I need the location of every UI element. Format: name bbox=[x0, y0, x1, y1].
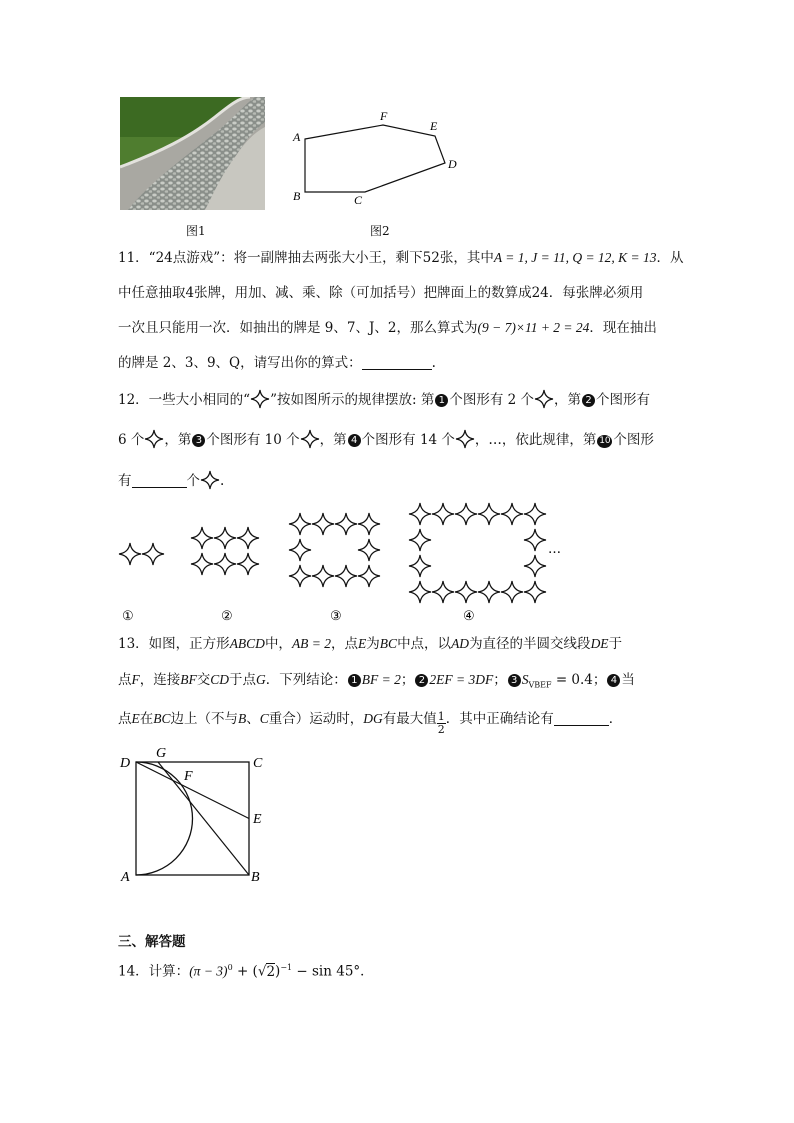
pattern-star bbox=[335, 565, 357, 587]
geo-label-G: G bbox=[156, 746, 167, 761]
star-shape-icon bbox=[300, 429, 320, 449]
pattern-star bbox=[409, 581, 431, 603]
figure-2-polygon bbox=[288, 108, 468, 208]
pattern-label-3: ③ bbox=[330, 609, 342, 624]
answer-blank-11[interactable] bbox=[362, 355, 432, 370]
figure-1-photo bbox=[120, 97, 265, 210]
pattern-star bbox=[237, 553, 259, 575]
q12-line-3: 有 个 . bbox=[118, 470, 224, 491]
geo-label-F: F bbox=[184, 769, 193, 784]
pattern-ellipsis: … bbox=[548, 542, 561, 557]
pattern-star bbox=[409, 529, 431, 551]
section-heading: 三、解答题 bbox=[118, 934, 186, 950]
pattern-star bbox=[289, 513, 311, 535]
pattern-star bbox=[237, 527, 259, 549]
label-A: A bbox=[293, 130, 301, 144]
pattern-star bbox=[335, 513, 357, 535]
star-shape-icon bbox=[250, 389, 270, 409]
geo-label-B: B bbox=[251, 870, 260, 885]
star-shape-icon bbox=[455, 429, 475, 449]
pattern-star bbox=[478, 581, 500, 603]
pattern-star bbox=[501, 581, 523, 603]
pattern-label-1: ① bbox=[122, 609, 134, 624]
pattern-star bbox=[119, 543, 141, 565]
pattern-star bbox=[432, 581, 454, 603]
pattern-star bbox=[312, 513, 334, 535]
pattern-star bbox=[214, 527, 236, 549]
pattern-star bbox=[312, 565, 334, 587]
star-shape-icon bbox=[200, 470, 220, 490]
figure-1-caption: 图1 bbox=[186, 224, 206, 238]
pattern-star bbox=[409, 503, 431, 525]
label-E: E bbox=[430, 119, 438, 133]
geo-label-C: C bbox=[253, 756, 263, 771]
pattern-label-4: ④ bbox=[463, 609, 475, 624]
label-F: F bbox=[380, 109, 388, 123]
q11-line-3: 一次且只能用一次．如抽出的牌是 9、7、J、2，那么算式为(9 − 7)×11 + 2 = 24．现在抽出 bbox=[118, 320, 657, 336]
q11-line-4: 的牌是 2、3、9、Q，请写出你的算式： . bbox=[118, 355, 436, 371]
q12-line-2: 6 个 ，第 3 个图形有 10 个 ，第 4 个图形有 14 个 ，…，依此规律，第 10 个图形 bbox=[118, 429, 654, 450]
pattern-star bbox=[478, 503, 500, 525]
pattern-star bbox=[142, 543, 164, 565]
square-geometry-figure bbox=[115, 743, 275, 888]
q11-line-2: 中任意抽取4张牌，用加、减、乘、除（可加括号）把牌面上的数算成24．每张牌必须用 bbox=[118, 285, 644, 301]
pattern-star bbox=[409, 555, 431, 577]
label-B: B bbox=[293, 189, 301, 203]
figure-2-caption: 图2 bbox=[370, 224, 390, 238]
geo-label-E: E bbox=[253, 812, 262, 827]
q13-line-3: 点E在BC边上（不与B、C重合）运动时，DG有最大值 $\frac{1}{2}$ ．其中正确结论有 ． bbox=[118, 710, 623, 736]
q13-line-2: 点F，连接BF交CD于点G．下列结论： 1 BF = 2； 2 2EF = 3DF； 3 $S_{VBEF} = 0.4$； 4 当 bbox=[118, 672, 635, 690]
answer-blank-12[interactable] bbox=[132, 473, 187, 488]
pattern-star bbox=[524, 503, 546, 525]
pattern-star bbox=[524, 581, 546, 603]
pattern-star bbox=[289, 539, 311, 561]
q14-line: 14．计算：$(\pi - 3)^0 + (√2)^{-1} - \sin 45^\circ$． bbox=[118, 963, 374, 980]
q12-line-1: 12．一些大小相同的“ ”按如图所示的规律摆放: 第 1 个图形有 2 个 ，第 2 个图形有 bbox=[118, 389, 650, 410]
label-D: D bbox=[448, 157, 457, 171]
pattern-star bbox=[214, 553, 236, 575]
pattern-star bbox=[289, 565, 311, 587]
star-shape-icon bbox=[534, 389, 554, 409]
pattern-star bbox=[358, 513, 380, 535]
pattern-star bbox=[358, 565, 380, 587]
pattern-star bbox=[191, 527, 213, 549]
q11-line-1: 11．“24点游戏”：将一副牌抽去两张大小王，剩下52张，其中A = 1, J = 11, Q = 12, K = 13．从 bbox=[118, 250, 684, 266]
pattern-star bbox=[432, 503, 454, 525]
answer-blank-13[interactable] bbox=[554, 711, 609, 726]
star-pattern-figure bbox=[110, 500, 570, 630]
pattern-star bbox=[524, 529, 546, 551]
pattern-label-2: ② bbox=[221, 609, 233, 624]
geo-label-D: D bbox=[120, 756, 131, 771]
star-shape-icon bbox=[144, 429, 164, 449]
q13-line-1: 13．如图，正方形ABCD中，AB = 2，点E为BC中点，以AD为直径的半圆交线段DE于 bbox=[118, 636, 623, 652]
geo-label-A: A bbox=[121, 870, 130, 885]
label-C: C bbox=[354, 193, 363, 207]
pattern-star bbox=[455, 503, 477, 525]
pattern-star bbox=[501, 503, 523, 525]
pattern-star bbox=[455, 581, 477, 603]
pattern-star bbox=[358, 539, 380, 561]
pattern-star bbox=[191, 553, 213, 575]
pattern-star bbox=[524, 555, 546, 577]
